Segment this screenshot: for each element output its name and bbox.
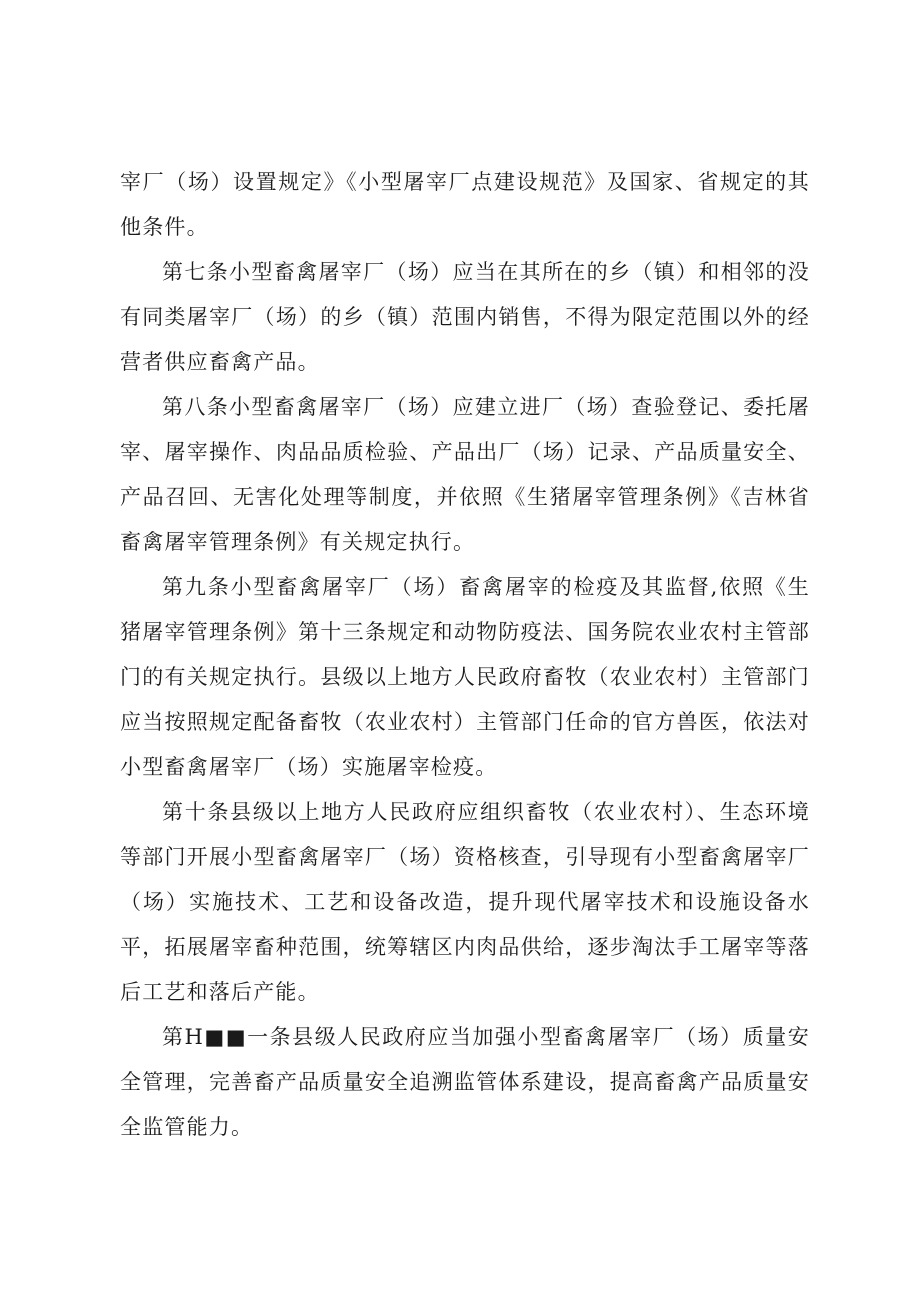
paragraph-article-8: 第八条小型畜禽屠宰厂（场）应建立进厂（场）查验登记、委托屠宰、屠宰操作、肉品品质检验、产品出厂（场）记录、产品质量安全、产品召回、无害化处理等制度，并依照《生猪屠宰管理条例》《吉林省畜禽屠宰管理条例》有关规定执行。 <box>120 395 810 554</box>
paragraph-continuation: 宰厂（场）设置规定》《小型屠宰厂点建设规范》及国家、省规定的其他条件。 <box>120 170 810 239</box>
document-body <box>120 160 810 1150</box>
paragraph-article-9: 第九条小型畜禽屠宰厂（场）畜禽屠宰的检疫及其监督,依照《生猪屠宰管理条例》第十三条规定和动物防疫法、国务院农业农村主管部门的有关规定执行。县级以上地方人民政府畜牧（农业农村）主管部门应当按照规定配备畜牧（农业农村）主管部门任命的官方兽医，依法对小型畜禽屠宰厂（场）实施屠宰检疫。 <box>120 575 810 779</box>
paragraph-article-10: 第十条县级以上地方人民政府应组织畜牧（农业农村）、生态环境等部门开展小型畜禽屠宰厂（场）资格核查，引导现有小型畜禽屠宰厂（场）实施技术、工艺和设备改造，提升现代屠宰技术和设施设备水平，拓展屠宰畜种范围，统筹辖区内肉品供给，逐步淘汰手工屠宰等落后工艺和落后产能。 <box>120 800 810 1004</box>
paragraph-article-11: 第H■■一条县级人民政府应当加强小型畜禽屠宰厂（场）质量安全管理，完善畜产品质量安全追溯监管体系建设，提高畜禽产品质量安全监管能力。 <box>120 1025 810 1139</box>
paragraph-article-7: 第七条小型畜禽屠宰厂（场）应当在其所在的乡（镇）和相邻的没有同类屠宰厂（场）的乡（镇）范围内销售，不得为限定范围以外的经营者供应畜禽产品。 <box>120 260 810 374</box>
